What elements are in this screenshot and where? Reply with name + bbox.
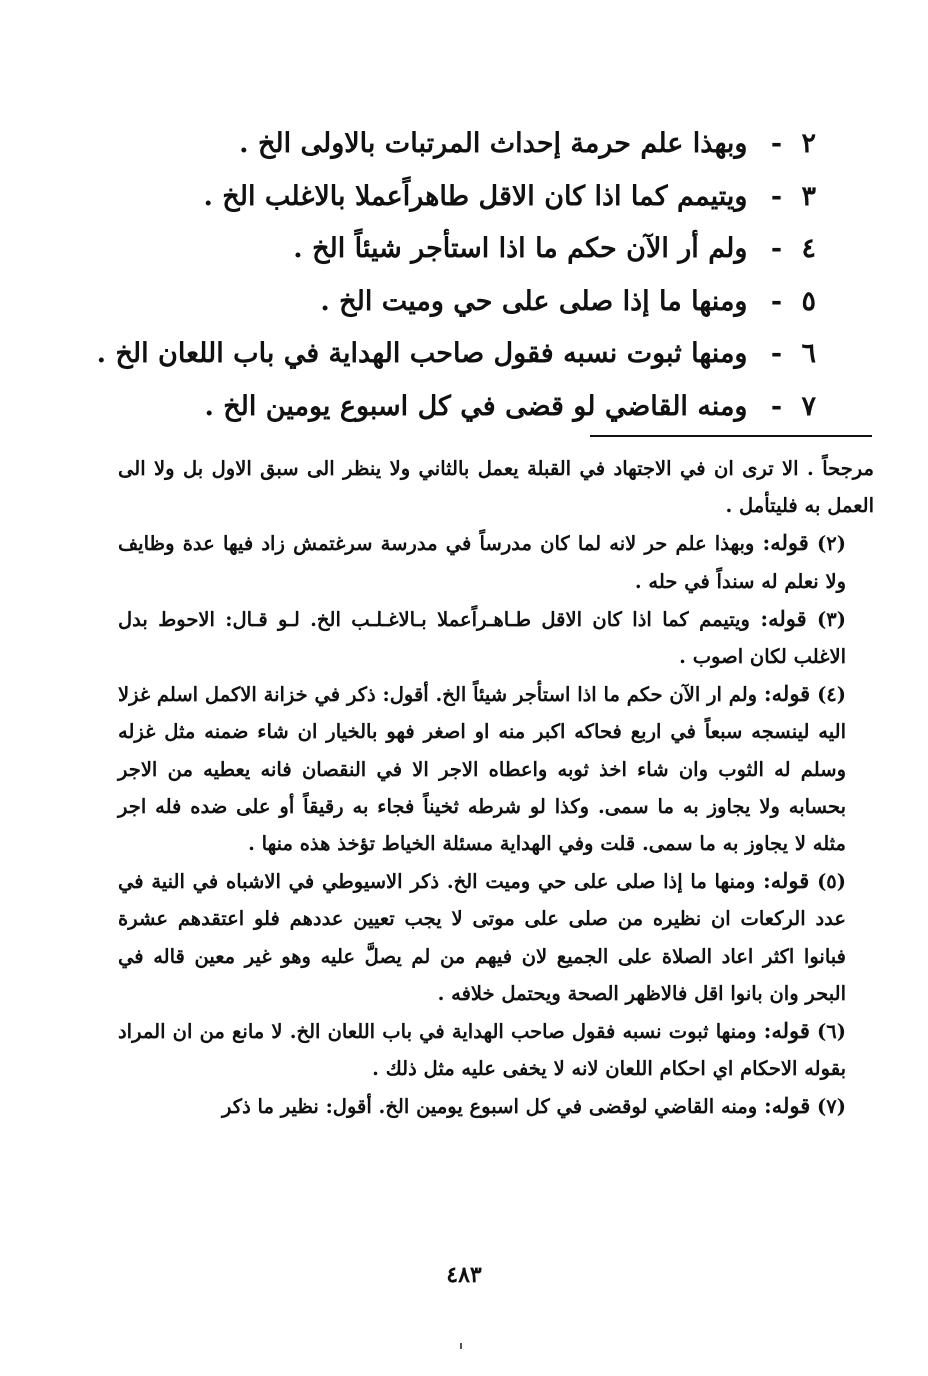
footnote-marker: (٦)	[817, 1020, 846, 1044]
item-dash: -	[770, 285, 783, 317]
footnote-3	[118, 600, 874, 675]
item-dash: -	[770, 390, 783, 422]
footnote-intro: مرجحاً . الا ترى ان في الاجتهاد في القبلة يعمل بالثاني ولا ينظر الى سبق الاول بل ولا الى العمل به فليتأمل .	[118, 457, 874, 518]
footnote-text: ومنها ما إذا صلى على حي وميت الخ. ذكر الاسيوطي في الاشباه في النية في عدد الركعات ان نظيره من صلى على موتى لا يجب تعيين عددهم فلو اعتقدهم عشرة فبانوا اكثر اعاد الصلاة على الجميع لان فيهم من لم يصلَّ عليه وهو غير معين قاله في البحر وان بانوا اقل فالاظهر الصحة ويحتمل خلافه .	[118, 870, 846, 1005]
item-text: ومنها ما إذا صلى على حي وميت الخ .	[320, 285, 748, 317]
item-number: ٢	[801, 128, 816, 159]
item-number: ٥	[801, 285, 816, 317]
footnote-marker: (٣)	[817, 607, 846, 631]
footnote-keyword: قوله:	[763, 868, 810, 894]
main-item-3	[116, 171, 816, 224]
main-item-4	[116, 223, 816, 276]
footnote-separator	[590, 435, 872, 437]
footnote-text: ومنها ثبوت نسبه فقول صاحب الهداية في باب اللعان الخ. لا مانع من ان المراد بقوله الاحكام اي احكام اللعان لانه لا يخفى عليه مثل ذلك .	[118, 1020, 846, 1081]
item-dash: -	[770, 338, 783, 369]
footnote-6	[118, 1012, 874, 1087]
footnote-text: ولم ار الآن حكم ما اذا استأجر شيئاً الخ. أقول: ذكر في خزانة الاكمل اسلم غزلا اليه لينسجه سبعاً في اربع فحاكه اكبر منه او اصغر فهو بالخيار ان شاء ضمنه مثل غزله وسلم له الثوب وان شاء اخذ ثوبه واعطاه الاجر الا في النقصان فانه يعطيه من الاجر بحسابه ولا يجاوز به ما سمى. وكذا لو شرطه ثخيناً فجاء به رقيقاً أو على ضده فله اجر مثله لا يجاوز به ما سمى. قلت وفي الهداية مسئلة الخياط تؤخذ هذه منها .	[118, 683, 846, 856]
footnote-marker: (٧)	[817, 1095, 846, 1119]
item-text: ولم أر الآن حكم ما اذا استأجر شيئاً الخ .	[293, 233, 748, 264]
main-item-5	[116, 276, 816, 329]
item-number: ٧	[801, 390, 816, 422]
item-dash: -	[770, 180, 783, 212]
footnote-keyword: قوله:	[760, 605, 807, 631]
item-text: وبهذا علم حرمة إحداث المرتبات بالاولى الخ .	[239, 128, 748, 159]
item-dash: -	[770, 128, 783, 159]
main-item-7	[116, 381, 816, 434]
footnote-keyword: قوله:	[763, 681, 811, 707]
item-text: ومنه القاضي لو قضى في كل اسبوع يومين الخ .	[204, 390, 748, 422]
main-item-6	[96, 328, 816, 381]
main-item-2	[116, 118, 816, 171]
footnote-5	[118, 862, 874, 1012]
item-number: ٤	[801, 233, 816, 264]
footnote-text: وبهذا علم حر لانه لما كان مدرساً في مدرسة سرغتمش زاد فيها عدة وظايف ولا نعلم له سنداً في حله .	[118, 532, 846, 593]
main-text-list	[96, 118, 816, 433]
footnote-4	[118, 675, 874, 862]
footnote-2	[118, 524, 874, 599]
page-number: ٤٨٣	[446, 1262, 482, 1288]
footnote-marker: (٢)	[817, 532, 846, 556]
footnote-marker: (٥)	[817, 870, 847, 894]
item-text: ويتيمم كما اذا كان الاقل طاهراًعملا بالاغلب الخ .	[203, 180, 748, 212]
footnote-text: ومنه القاضي لوقضى في كل اسبوع يومين الخ. أقول: نظير ما ذكر	[222, 1095, 758, 1119]
footnote-keyword: قوله:	[763, 1018, 810, 1044]
footnotes-section	[118, 450, 874, 1126]
footnote-7	[118, 1087, 874, 1125]
footnote-text: ويتيمم كما اذا كان الاقل طـاهـراًعملا بـالاغـلـب الخ. لـو قـال: الاحوط بدل الاغلب لكان اصوب .	[118, 607, 846, 669]
item-text: ومنها ثبوت نسبه فقول صاحب الهداية في باب اللعان الخ .	[96, 338, 748, 369]
footnote-marker: (٤)	[817, 683, 847, 707]
item-number: ٣	[801, 180, 816, 212]
scan-mark	[460, 1343, 462, 1349]
item-number: ٦	[801, 338, 816, 369]
item-dash: -	[770, 233, 783, 264]
footnote-keyword: قوله:	[762, 530, 809, 556]
footnote-keyword: قوله:	[763, 1093, 811, 1119]
